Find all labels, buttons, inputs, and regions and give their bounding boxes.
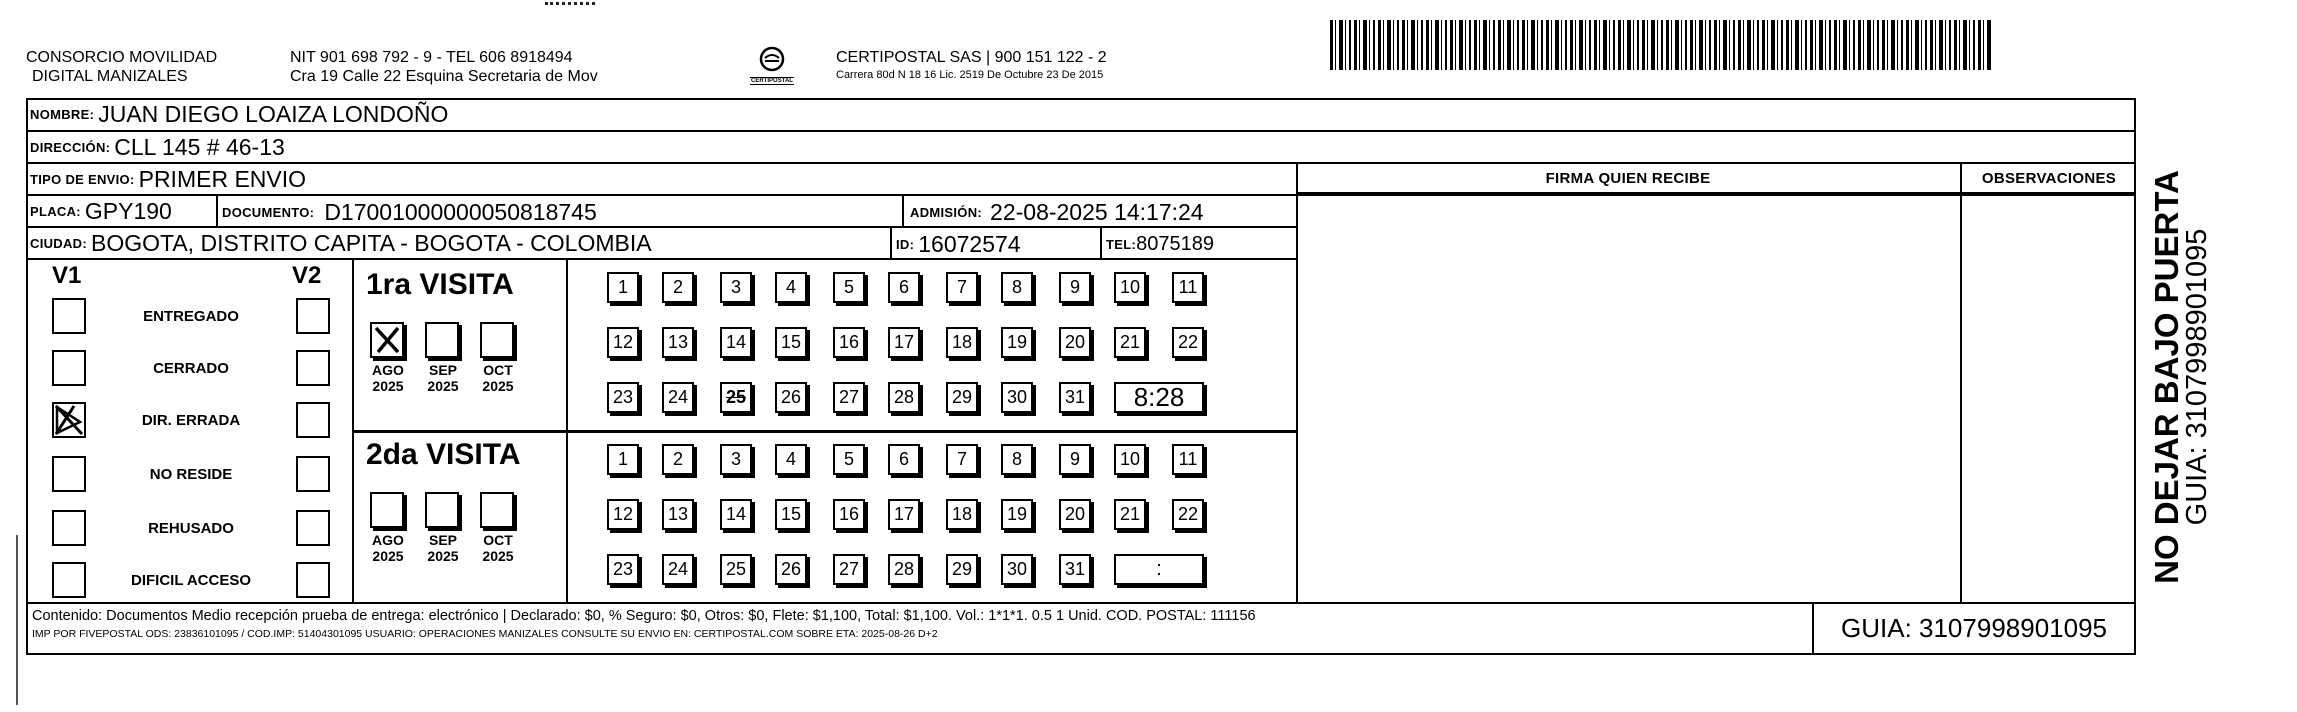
- first-visit-day[interactable]: 4: [775, 272, 807, 303]
- company-line2: DIGITAL MANIZALES: [32, 68, 188, 85]
- month-label: [474, 362, 522, 394]
- month-label: [364, 532, 412, 564]
- second-visit-day[interactable]: 19: [1001, 499, 1033, 530]
- tel-label: TEL:: [1106, 236, 1137, 252]
- second-visit-day[interactable]: 23: [607, 554, 639, 585]
- first-visit-month-checkbox[interactable]: [425, 322, 459, 358]
- status-option-label: DIR. ERRADA: [141, 412, 241, 429]
- first-visit-day[interactable]: 18: [946, 327, 978, 358]
- nombre-row: [26, 98, 2136, 132]
- v1-checkbox[interactable]: [52, 298, 86, 334]
- month-label: [419, 532, 467, 564]
- second-visit-day[interactable]: 28: [888, 554, 920, 585]
- nombre-value: JUAN DIEGO LOAIZA LONDOÑO: [98, 100, 449, 127]
- first-visit-day[interactable]: 12: [607, 327, 639, 358]
- certipostal-logo: [742, 46, 802, 90]
- second-visit-day[interactable]: 5: [833, 444, 865, 475]
- side-text: [2142, 98, 2222, 655]
- v2-checkbox[interactable]: [296, 562, 330, 598]
- placa-value: GPY190: [84, 197, 172, 224]
- second-visit-day[interactable]: 25: [720, 554, 752, 585]
- observaciones-header: OBSERVACIONES: [1981, 170, 2117, 187]
- first-visit-month-checkbox[interactable]: [480, 322, 514, 358]
- month-name: AGO: [372, 362, 404, 378]
- first-visit-day[interactable]: 13: [662, 327, 694, 358]
- second-visit-month-checkbox[interactable]: [480, 492, 514, 528]
- first-visit-day[interactable]: 31: [1059, 382, 1091, 413]
- v2-checkbox[interactable]: [296, 456, 330, 492]
- month-label: [474, 532, 522, 564]
- divider: [890, 228, 892, 260]
- second-visit-day[interactable]: 4: [775, 444, 807, 475]
- direccion-value: CLL 145 # 46-13: [114, 133, 285, 160]
- direccion-row: [26, 132, 2136, 164]
- month-name: AGO: [372, 532, 404, 548]
- documento-value: D17001000000050818745: [324, 198, 597, 225]
- visit-separator: [352, 430, 1296, 433]
- v2-checkbox[interactable]: [296, 510, 330, 546]
- first-visit-day[interactable]: 23: [607, 382, 639, 413]
- month-year: 2025: [427, 378, 459, 394]
- month-name: SEP: [428, 362, 457, 378]
- scan-mark: [16, 535, 18, 705]
- first-visit-day[interactable]: 8: [1001, 272, 1033, 303]
- columns-header-line: [1296, 192, 2136, 194]
- company-name: [26, 48, 217, 86]
- first-visit-day[interactable]: 26: [775, 382, 807, 413]
- second-visit-day[interactable]: 8: [1001, 444, 1033, 475]
- v1-checkbox[interactable]: [52, 350, 86, 386]
- logo-text: CERTIPOSTAL: [751, 78, 793, 84]
- second-visit-day[interactable]: 13: [662, 499, 694, 530]
- second-visit-day[interactable]: 10: [1114, 444, 1146, 475]
- v1-checkbox[interactable]: [52, 510, 86, 546]
- first-visit-day[interactable]: 9: [1059, 272, 1091, 303]
- side-guia: GUIA: 3107998901095: [2181, 228, 2213, 525]
- first-visit-day[interactable]: 30: [1001, 382, 1033, 413]
- firma-header: FIRMA QUIEN RECIBE: [1545, 170, 1711, 187]
- logo-icon: [757, 46, 787, 72]
- second-visit-month-checkbox[interactable]: [425, 492, 459, 528]
- second-visit-day[interactable]: 12: [607, 499, 639, 530]
- tipo-envio-value: PRIMER ENVIO: [138, 165, 307, 192]
- second-visit-day[interactable]: 2: [662, 444, 694, 475]
- first-visit-day[interactable]: 22: [1172, 327, 1204, 358]
- second-visit-day[interactable]: 24: [662, 554, 694, 585]
- second-visit-day[interactable]: 27: [833, 554, 865, 585]
- id-label: ID:: [896, 236, 915, 252]
- second-visit-day[interactable]: 11: [1172, 444, 1204, 475]
- footer-content: [32, 607, 1812, 642]
- certipostal-info: [836, 48, 1107, 83]
- guia-box: [1812, 602, 2136, 655]
- guia-box-text: GUIA: 3107998901095: [1841, 613, 2107, 643]
- v1-checkbox[interactable]: [52, 562, 86, 598]
- company-nit: [290, 48, 598, 86]
- documento-label: DOCUMENTO:: [222, 204, 315, 220]
- direccion-label: DIRECCIÓN:: [30, 139, 111, 155]
- status-option-label: REHUSADO: [148, 520, 234, 537]
- month-label: [364, 362, 412, 394]
- divider: [216, 196, 218, 228]
- v2-checkbox[interactable]: [296, 350, 330, 386]
- first-visit-day[interactable]: 5: [833, 272, 865, 303]
- v2-label: V2: [292, 262, 322, 289]
- first-visit-day[interactable]: 16: [833, 327, 865, 358]
- first-visit-day[interactable]: 21: [1114, 327, 1146, 358]
- first-visit-day[interactable]: 24: [662, 382, 694, 413]
- scan-mark: [545, 2, 595, 10]
- first-visit-day[interactable]: 17: [888, 327, 920, 358]
- month-year: 2025: [372, 548, 404, 564]
- v1-label: V1: [52, 262, 82, 289]
- second-visit-time-field[interactable]: :: [1114, 554, 1204, 585]
- first-visit-day[interactable]: 15: [775, 327, 807, 358]
- first-visit-time-field[interactable]: 8:28: [1114, 382, 1204, 413]
- obs-left-border: [1960, 164, 1962, 604]
- admision-value: 22-08-2025 14:17:24: [990, 198, 1204, 225]
- v1-checkbox[interactable]: [52, 456, 86, 492]
- footer-line1: Contenido: Documentos Medio recepción prueba de entrega: electrónico | Declarado: $0, % Seguro: $0, Otros: $0, Flete: $1,100, Total: $1,100. Vol.: 1*1*1. 0.5 1 Unid. COD. POSTAL: 111156: [32, 608, 1256, 624]
- first-visit-day[interactable]: 6: [888, 272, 920, 303]
- divider: [902, 196, 904, 228]
- footer-line2: IMP POR FIVEPOSTAL ODS: 23836101095 / COD.IMP: 51404301095 USUARIO: OPERACIONES MANIZALES CONSULTE SU ENVIO EN: CERTIPOSTAL.COM SOBRE ETA: 2025-08-26 D+2: [32, 628, 938, 640]
- side-rotated: [2148, 127, 2213, 627]
- first-visit-day[interactable]: 25: [720, 382, 752, 413]
- tel-value: 8075189: [1136, 232, 1214, 255]
- second-visit-day[interactable]: 20: [1059, 499, 1091, 530]
- status-option-label: ENTREGADO: [143, 308, 239, 325]
- certi-line2: Carrera 80d N 18 16 Lic. 2519 De Octubre 23 De 2015: [836, 69, 1104, 81]
- month-name: OCT: [483, 362, 513, 378]
- second-visit-day[interactable]: 30: [1001, 554, 1033, 585]
- second-visit-title: 2da VISITA: [366, 438, 521, 471]
- second-visit-day[interactable]: 14: [720, 499, 752, 530]
- nombre-label: NOMBRE:: [30, 106, 95, 122]
- first-visit-title: 1ra VISITA: [366, 268, 514, 301]
- second-visit-day[interactable]: 17: [888, 499, 920, 530]
- barcode: [1330, 20, 1992, 70]
- nit-line2: Cra 19 Calle 22 Esquina Secretaria de Mov: [290, 68, 598, 85]
- first-visit-day[interactable]: 10: [1114, 272, 1146, 303]
- first-visit-day[interactable]: 27: [833, 382, 865, 413]
- documento-cell: [222, 196, 597, 228]
- certi-line1: CERTIPOSTAL SAS | 900 151 122 - 2: [836, 49, 1107, 66]
- ciudad-value: BOGOTA, DISTRITO CAPITA - BOGOTA - COLOMBIA: [90, 229, 652, 256]
- status-option-label: NO RESIDE: [149, 466, 233, 483]
- first-visit-day[interactable]: 1: [607, 272, 639, 303]
- second-visit-day[interactable]: 6: [888, 444, 920, 475]
- second-visit-day[interactable]: 31: [1059, 554, 1091, 585]
- second-visit-day[interactable]: 3: [720, 444, 752, 475]
- second-visit-day[interactable]: 22: [1172, 499, 1204, 530]
- month-name: SEP: [428, 532, 457, 548]
- month-year: 2025: [427, 548, 459, 564]
- admision-cell: [910, 196, 1204, 228]
- first-visit-day[interactable]: 20: [1059, 327, 1091, 358]
- first-visit-day[interactable]: 14: [720, 327, 752, 358]
- firma-left-border: [1296, 164, 1298, 604]
- month-year: 2025: [482, 548, 514, 564]
- second-visit-day[interactable]: 29: [946, 554, 978, 585]
- second-visit-day[interactable]: 18: [946, 499, 978, 530]
- second-visit-month-checkbox[interactable]: [370, 492, 404, 528]
- month-year: 2025: [372, 378, 404, 394]
- second-visit-day[interactable]: 16: [833, 499, 865, 530]
- first-visit-month-checkbox[interactable]: [370, 322, 404, 358]
- id-cell: [896, 228, 1021, 260]
- status-option-label: DIFICIL ACCESO: [130, 572, 251, 589]
- first-visit-day[interactable]: 7: [946, 272, 978, 303]
- first-visit-day[interactable]: 29: [946, 382, 978, 413]
- nit-line1: NIT 901 698 792 - 9 - TEL 606 8918494: [290, 49, 573, 66]
- company-line1: CONSORCIO MOVILIDAD: [26, 49, 218, 66]
- second-visit-day[interactable]: 15: [775, 499, 807, 530]
- month-year: 2025: [482, 378, 514, 394]
- divider: [1100, 228, 1102, 260]
- first-visit-day[interactable]: 28: [888, 382, 920, 413]
- month-label: [419, 362, 467, 394]
- ciudad-label: CIUDAD:: [30, 235, 87, 251]
- second-visit-day[interactable]: 1: [607, 444, 639, 475]
- first-visit-day[interactable]: 3: [720, 272, 752, 303]
- placa-label: PLACA:: [30, 203, 81, 219]
- tipo-envio-label: TIPO DE ENVIO:: [30, 171, 135, 187]
- status-option-label: CERRADO: [153, 360, 229, 377]
- second-visit-day[interactable]: 26: [775, 554, 807, 585]
- no-dejar-bajo-puerta: NO DEJAR BAJO PUERTA: [2148, 169, 2185, 584]
- tel-cell: [1106, 228, 1214, 260]
- v2-checkbox[interactable]: [296, 298, 330, 334]
- v2-checkbox[interactable]: [296, 402, 330, 438]
- second-visit-day[interactable]: 7: [946, 444, 978, 475]
- id-value: 16072574: [918, 230, 1021, 257]
- first-visit-day[interactable]: 19: [1001, 327, 1033, 358]
- v1-checkbox[interactable]: [52, 402, 86, 438]
- first-visit-day[interactable]: 2: [662, 272, 694, 303]
- second-visit-day[interactable]: 9: [1059, 444, 1091, 475]
- second-visit-day[interactable]: 21: [1114, 499, 1146, 530]
- month-name: OCT: [483, 532, 513, 548]
- first-visit-day[interactable]: 11: [1172, 272, 1204, 303]
- admision-label: ADMISIÓN:: [910, 204, 983, 220]
